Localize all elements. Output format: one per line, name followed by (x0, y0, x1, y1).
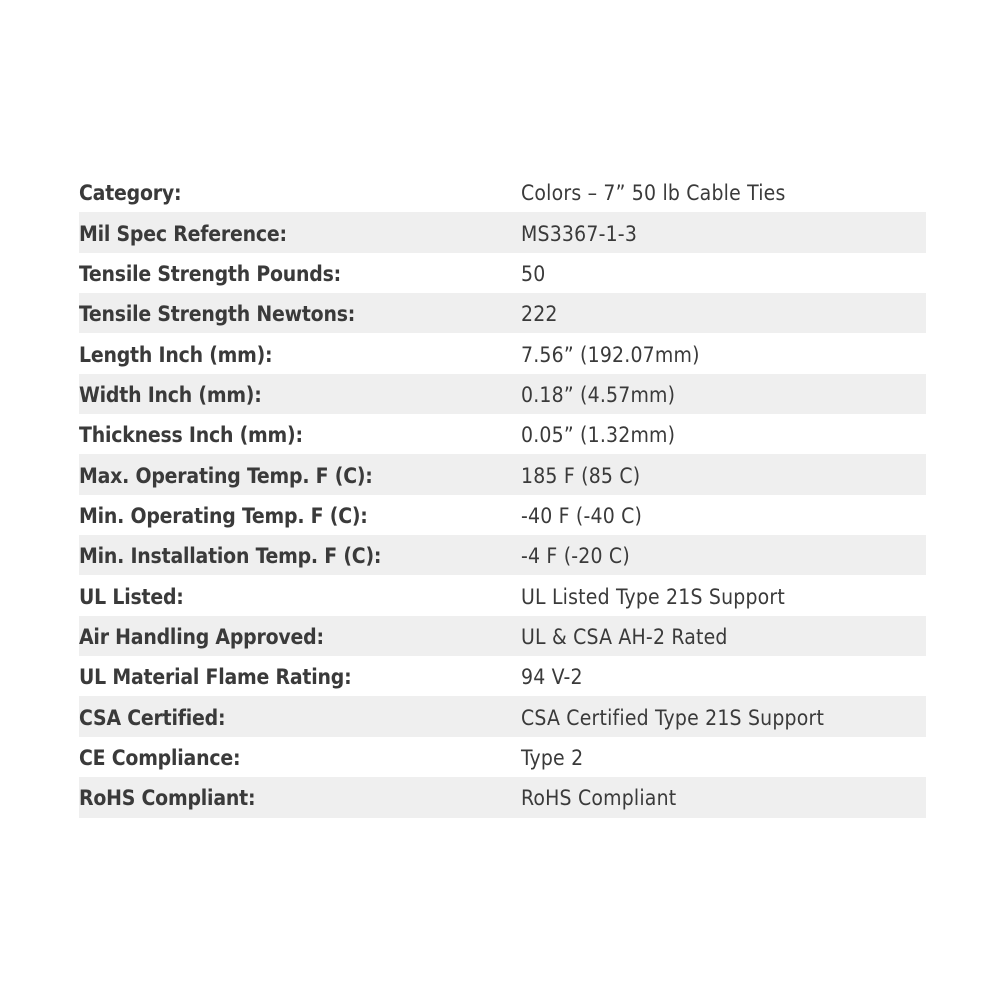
spec-value: 94 V-2 (521, 665, 583, 690)
spec-value: 185 F (85 C) (521, 463, 641, 488)
spec-row-air-handling (79, 616, 926, 656)
spec-label: CSA Certified: (79, 705, 226, 730)
spec-value: RoHS Compliant (521, 786, 677, 811)
spec-row-tensile-newtons (79, 293, 926, 333)
spec-row-max-operating-temp (79, 454, 926, 494)
spec-row-flame-rating (79, 656, 926, 696)
spec-label: RoHS Compliant: (79, 786, 256, 811)
spec-row-category (79, 172, 926, 212)
spec-value: Type 2 (521, 745, 584, 770)
spec-value: -4 F (-20 C) (521, 544, 630, 569)
spec-value: 222 (521, 302, 558, 327)
spec-label: Length Inch (mm): (79, 342, 273, 367)
spec-label: Tensile Strength Newtons: (79, 302, 356, 327)
spec-row-csa-certified (79, 696, 926, 736)
spec-label: UL Listed: (79, 584, 184, 609)
spec-label: Mil Spec Reference: (79, 221, 287, 246)
spec-row-tensile-pounds (79, 253, 926, 293)
spec-row-width (79, 374, 926, 414)
spec-label: Tensile Strength Pounds: (79, 261, 342, 286)
spec-row-ul-listed (79, 575, 926, 615)
spec-label: Min. Installation Temp. F (C): (79, 544, 382, 569)
spec-value: 50 (521, 261, 546, 286)
spec-row-min-installation-temp (79, 535, 926, 575)
spec-value: 7.56” (192.07mm) (521, 342, 700, 367)
spec-value: Colors – 7” 50 lb Cable Ties (521, 181, 786, 206)
spec-label: Category: (79, 181, 182, 206)
spec-label: Air Handling Approved: (79, 624, 324, 649)
spec-label: UL Material Flame Rating: (79, 665, 352, 690)
spec-value: UL Listed Type 21S Support (521, 584, 785, 609)
spec-table (79, 172, 926, 818)
spec-value: CSA Certified Type 21S Support (521, 705, 825, 730)
spec-label: Max. Operating Temp. F (C): (79, 463, 373, 488)
spec-value: 0.05” (1.32mm) (521, 423, 676, 448)
spec-value: UL & CSA AH-2 Rated (521, 624, 728, 649)
spec-value: 0.18” (4.57mm) (521, 382, 676, 407)
spec-label: Min. Operating Temp. F (C): (79, 503, 368, 528)
spec-label: CE Compliance: (79, 745, 241, 770)
spec-label: Thickness Inch (mm): (79, 423, 303, 448)
spec-row-rohs (79, 777, 926, 817)
spec-label: Width Inch (mm): (79, 382, 262, 407)
spec-row-ce-compliance (79, 737, 926, 777)
spec-row-length (79, 333, 926, 373)
spec-row-mil-spec (79, 212, 926, 252)
spec-value: -40 F (-40 C) (521, 503, 643, 528)
spec-row-min-operating-temp (79, 495, 926, 535)
spec-row-thickness (79, 414, 926, 454)
spec-value: MS3367-1-3 (521, 221, 638, 246)
